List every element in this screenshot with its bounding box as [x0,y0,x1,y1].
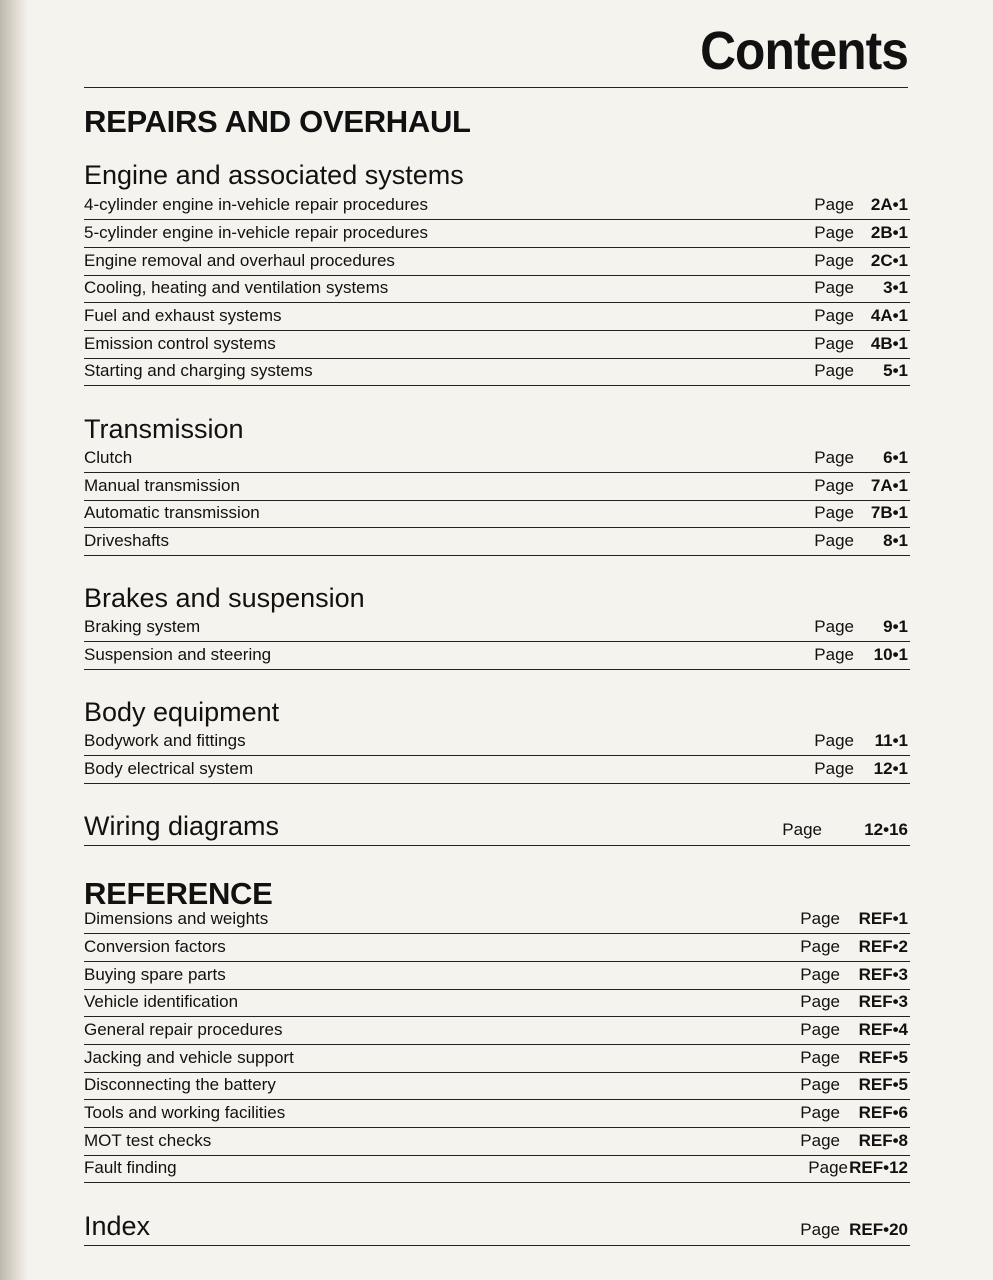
page-word: Page [814,503,854,522]
toc-label: Clutch [84,448,133,467]
page-word: Page [800,909,840,928]
page-number: REF•5 [858,1048,908,1067]
toc-row[interactable] [84,614,910,642]
page-word: Page [814,278,854,297]
page-number: 10•1 [873,645,908,664]
page-number: 2A•1 [870,195,908,214]
page-word: Page [800,937,840,956]
toc-row[interactable] [84,906,910,934]
page-number: 3•1 [883,278,908,297]
page-word: Page [808,1158,848,1177]
toc-label: Buying spare parts [84,965,226,984]
page-number: REF•6 [858,1103,908,1122]
toc-row[interactable] [84,275,910,303]
page-number: 8•1 [883,531,908,550]
title-rule [84,87,908,88]
toc-label: Braking system [84,617,201,636]
page-word: Page [800,1048,840,1067]
toc-row[interactable] [84,1155,910,1183]
toc-label: Driveshafts [84,531,170,550]
toc-label: Fuel and exhaust systems [84,306,282,325]
toc-row[interactable] [84,358,910,386]
toc-label: Body electrical system [84,759,254,778]
page-word: Page [800,1131,840,1150]
page-number: 11•1 [874,731,908,750]
toc-label: 4-cylinder engine in-vehicle repair procedures [84,195,428,214]
page-word: Page [814,195,854,214]
page-number: 12•1 [873,759,908,778]
toc-label: Suspension and steering [84,645,272,664]
toc-label: Jacking and vehicle support [84,1048,294,1067]
page-word: Page [800,1103,840,1122]
page-word: Page [800,1020,840,1039]
page-number: REF•5 [858,1075,908,1094]
toc-label: Starting and charging systems [84,361,313,380]
toc-row[interactable] [84,728,910,756]
section-heading-body: Body equipment [84,697,280,727]
page-word: Page [800,992,840,1011]
section-heading-brakes: Brakes and suspension [84,583,365,613]
page-number: 5•1 [883,361,908,380]
page-edge-shadow [0,0,28,1280]
page-word: Page [814,251,854,270]
page-word: Page [814,448,854,467]
toc-row[interactable] [84,500,910,528]
toc-row[interactable] [84,1128,910,1156]
toc-row[interactable] [84,192,910,220]
page-word: Page [814,759,854,778]
toc-row[interactable] [84,331,910,359]
page-number: REF•1 [858,909,908,928]
toc-row[interactable] [84,473,910,501]
repairs-heading: REPAIRS AND OVERHAUL [84,104,471,139]
page-number: REF•3 [858,992,908,1011]
toc-row[interactable] [84,989,910,1017]
page-number: 12•16 [864,820,908,839]
toc-row[interactable] [84,445,910,473]
page-word: Page [814,476,854,495]
toc-label: Manual transmission [84,476,240,495]
toc-row[interactable] [84,1100,910,1128]
toc-label: Fault finding [84,1158,177,1177]
toc-label: Index [84,1211,151,1241]
toc-row[interactable] [84,1017,910,1045]
page-word: Page [800,965,840,984]
toc-label: Engine removal and overhaul procedures [84,251,395,270]
toc-label: Emission control systems [84,334,276,353]
page-word: Page [814,223,854,242]
page-number: 4A•1 [870,306,908,325]
toc-row[interactable] [84,248,910,276]
page-title: Contents [700,21,908,81]
reference-heading: REFERENCE [84,876,273,911]
toc-label: Dimensions and weights [84,909,269,928]
toc-label: Bodywork and fittings [84,731,246,750]
toc-row[interactable] [84,1045,910,1073]
toc-label: Tools and working facilities [84,1103,286,1122]
page-number: 4B•1 [870,334,908,353]
toc-label: Cooling, heating and ventilation systems [84,278,389,297]
toc-label: Vehicle identification [84,992,239,1011]
page-word: Page [814,645,854,664]
toc-label: 5-cylinder engine in-vehicle repair procedures [84,223,428,242]
toc-row[interactable] [84,962,910,990]
toc-row-index[interactable] [84,1211,910,1246]
page-number: REF•12 [849,1158,908,1177]
page-number: REF•8 [858,1131,908,1150]
toc-row[interactable] [84,303,910,331]
toc-label: Automatic transmission [84,503,260,522]
page-number: REF•4 [858,1020,908,1039]
toc-row[interactable] [84,220,910,248]
toc-label: Wiring diagrams [84,811,280,841]
page-number: 2B•1 [870,223,908,242]
page-number: REF•20 [849,1220,908,1239]
page-word: Page [800,1220,840,1239]
toc-row[interactable] [84,528,910,556]
toc-label: Conversion factors [84,937,226,956]
toc-row[interactable] [84,934,910,962]
page-number: 7A•1 [870,476,908,495]
toc-row[interactable] [84,756,910,784]
page-word: Page [814,731,854,750]
toc-row-wiring[interactable] [84,811,910,846]
toc-label: Disconnecting the battery [84,1075,276,1094]
page-word: Page [814,306,854,325]
page-number: 7B•1 [870,503,908,522]
page-number: 6•1 [883,448,908,467]
toc-row[interactable] [84,642,910,670]
toc-row[interactable] [84,1072,910,1100]
page-number: REF•3 [858,965,908,984]
section-heading-transmission: Transmission [84,414,244,444]
page-word: Page [814,334,854,353]
page-word: Page [814,617,854,636]
page-word: Page [814,361,854,380]
section-heading-engine: Engine and associated systems [84,160,464,190]
toc-label: General repair procedures [84,1020,283,1039]
page-number: 2C•1 [870,251,908,270]
page-number: 9•1 [883,617,908,636]
toc-label: MOT test checks [84,1131,212,1150]
page-word: Page [800,1075,840,1094]
page-word: Page [814,531,854,550]
page-number: REF•2 [858,937,908,956]
page-word: Page [782,820,822,839]
